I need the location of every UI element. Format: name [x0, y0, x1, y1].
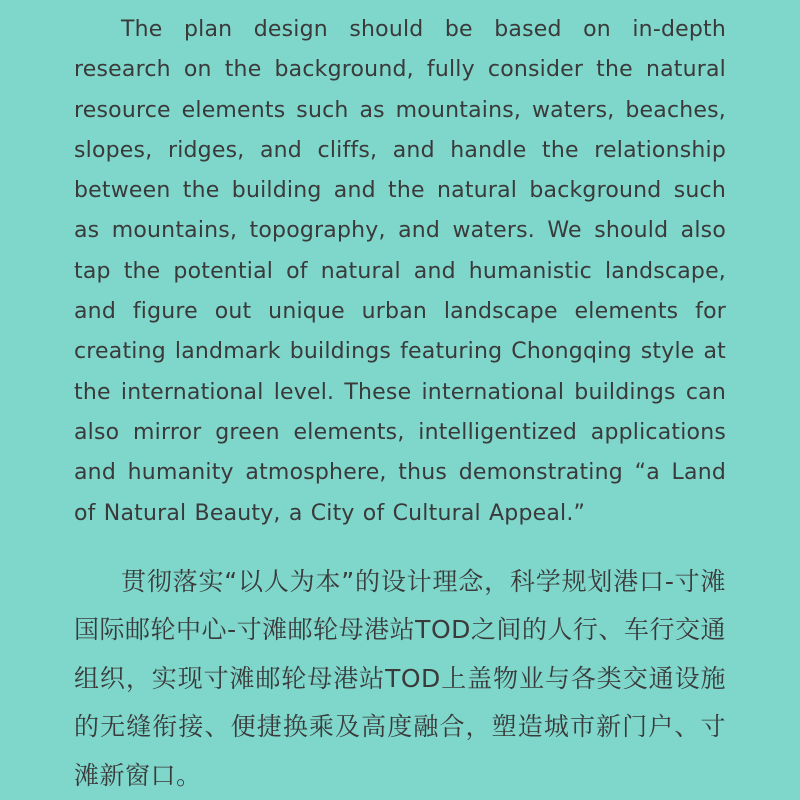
document-body	[74, 10, 726, 800]
chinese-paragraph: 贯彻落实“以人为本”的设计理念，科学规划港口-寸滩国际邮轮中心-寸滩邮轮母港站TOD之间的人行、车行交通组织，实现寸滩邮轮母港站TOD上盖物业与各类交通设施的无缝衔接、便捷换乘及高度融合，塑造城市新门户、寸滩新窗口。	[74, 566, 726, 790]
english-paragraph: The plan design should be based on in-depth research on the background, fully consider the natural resource elements such as mountains, waters, beaches, slopes, ridges, and cliffs, and handle the relationship between the building and the natural background such as mountains, topography, and waters. We should also tap the potential of natural and humanistic landscape, and figure out unique urban landscape elements for creating landmark buildings featuring Chongqing style at the international level. These international buildings can also mirror green elements, intelligentized applications and humanity atmosphere, thus demonstrating “a Land of Natural Beauty, a City of Cultural Appeal.”	[74, 17, 726, 526]
